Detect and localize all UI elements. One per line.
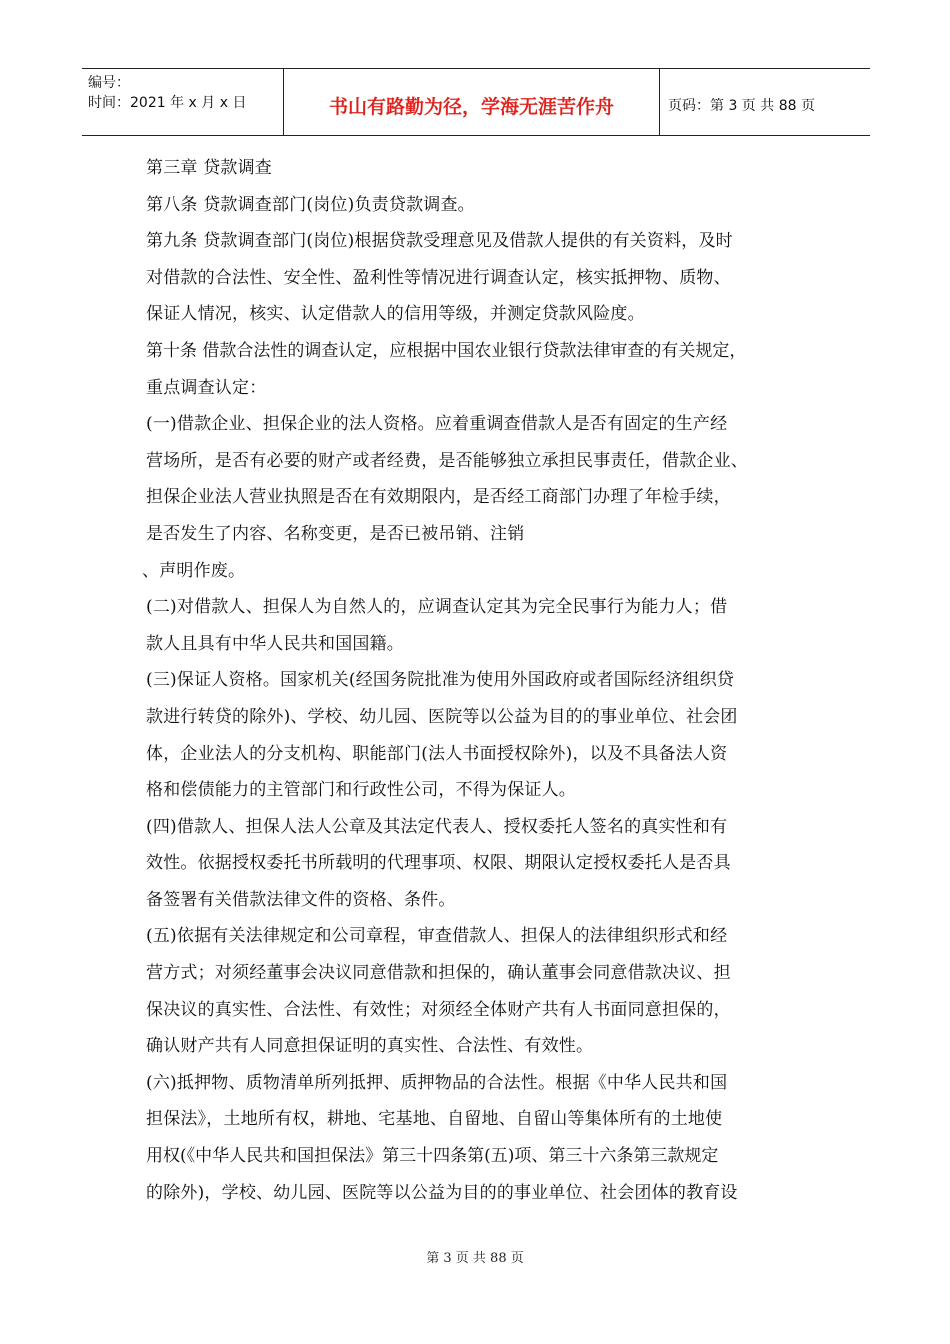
body-line: 营场所，是否有必要的财产或者经费，是否能够独立承担民事责任，借款企业、 [146,450,748,471]
document-header [82,68,870,136]
body-line: (五)依据有关法律规定和公司章程，审查借款人、担保人的法律组织形式和经 [146,926,728,947]
body-line: 第九条 贷款调查部门(岗位)根据贷款受理意见及借款人提供的有关资料，及时 [146,231,733,252]
body-line: 第八条 贷款调查部门(岗位)负责贷款调查。 [146,194,475,215]
body-line: 款进行转贷的除外)、学校、幼儿园、医院等以公益为目的的事业单位、社会团 [146,706,738,727]
body-line: 重点调查认定： [146,377,267,398]
body-line: 担保企业法人营业执照是否在有效期限内，是否经工商部门办理了年检手续， [146,487,731,508]
page-footer: 第 3 页 共 88 页 [426,1251,524,1266]
body-line: 的除外)，学校、幼儿园、医院等以公益为目的的事业单位、社会团体的教育设 [146,1182,738,1203]
body-line: (四)借款人、担保人法人公章及其法定代表人、授权委托人签名的真实性和有 [146,816,728,837]
body-line: 担保法》，土地所有权，耕地、宅基地、自留地、自留山等集体所有的土地使 [146,1109,723,1130]
body-line: 体，企业法人的分支机构、职能部门(法人书面授权除外)，以及不具备法人资 [146,743,728,764]
chapter-heading: 第三章 贷款调查 [146,158,273,178]
body-line: 格和偿债能力的主管部门和行政性公司，不得为保证人。 [146,780,576,801]
body-line: 是否发生了内容、名称变更，是否已被吊销、注销 [146,523,525,544]
header-meta [82,69,284,135]
document-body [142,150,826,1211]
body-line: 备签署有关借款法律文件的资格、条件。 [146,889,456,910]
body-line: 第十条 借款合法性的调查认定，应根据中国农业银行贷款法律审查的有关规定， [146,340,747,361]
body-line: 对借款的合法性、安全性、盈利性等情况进行调查认定，核实抵押物、质物、 [146,267,731,288]
body-line: (二)对借款人、担保人为自然人的，应调查认定其为完全民事行为能力人；借 [146,597,728,618]
body-line: 保决议的真实性、合法性、有效性；对须经全体财产共有人书面同意担保的， [146,999,731,1020]
document-date-label: 时间：2021 年 x 月 x 日 [88,95,247,111]
body-line: 保证人情况，核实、认定借款人的信用等级，并测定贷款风险度。 [146,304,645,325]
body-line: (一)借款企业、担保企业的法人资格。应着重调查借款人是否有固定的生产经 [146,414,728,435]
body-line: (三)保证人资格。国家机关(经国务院批准为使用外国政府或者国际经济组织贷 [146,670,735,691]
body-line: (六)抵押物、质物清单所列抵押、质押物品的合法性。根据《中华人民共和国 [146,1072,728,1093]
body-line: 用权(《中华人民共和国担保法》第三十四条第(五)项、第三十六条第三款规定 [146,1146,719,1167]
body-line: 效性。依据授权委托书所载明的代理事项、权限、期限认定授权委托人是否具 [146,853,731,874]
body-line: 确认财产共有人同意担保证明的真实性、合法性、有效性。 [146,1036,594,1057]
body-line: 、声明作废。 [142,560,246,581]
header-page-info: 页码：第 3 页 共 88 页 [668,98,815,114]
header-motto: 书山有路勤为径，学海无涯苦作舟 [284,69,660,135]
body-line: 营方式；对须经董事会决议同意借款和担保的，确认董事会同意借款决议、担 [146,963,731,984]
document-number-label: 编号： [88,75,130,91]
body-line: 款人且具有中华人民共和国国籍。 [146,633,404,654]
